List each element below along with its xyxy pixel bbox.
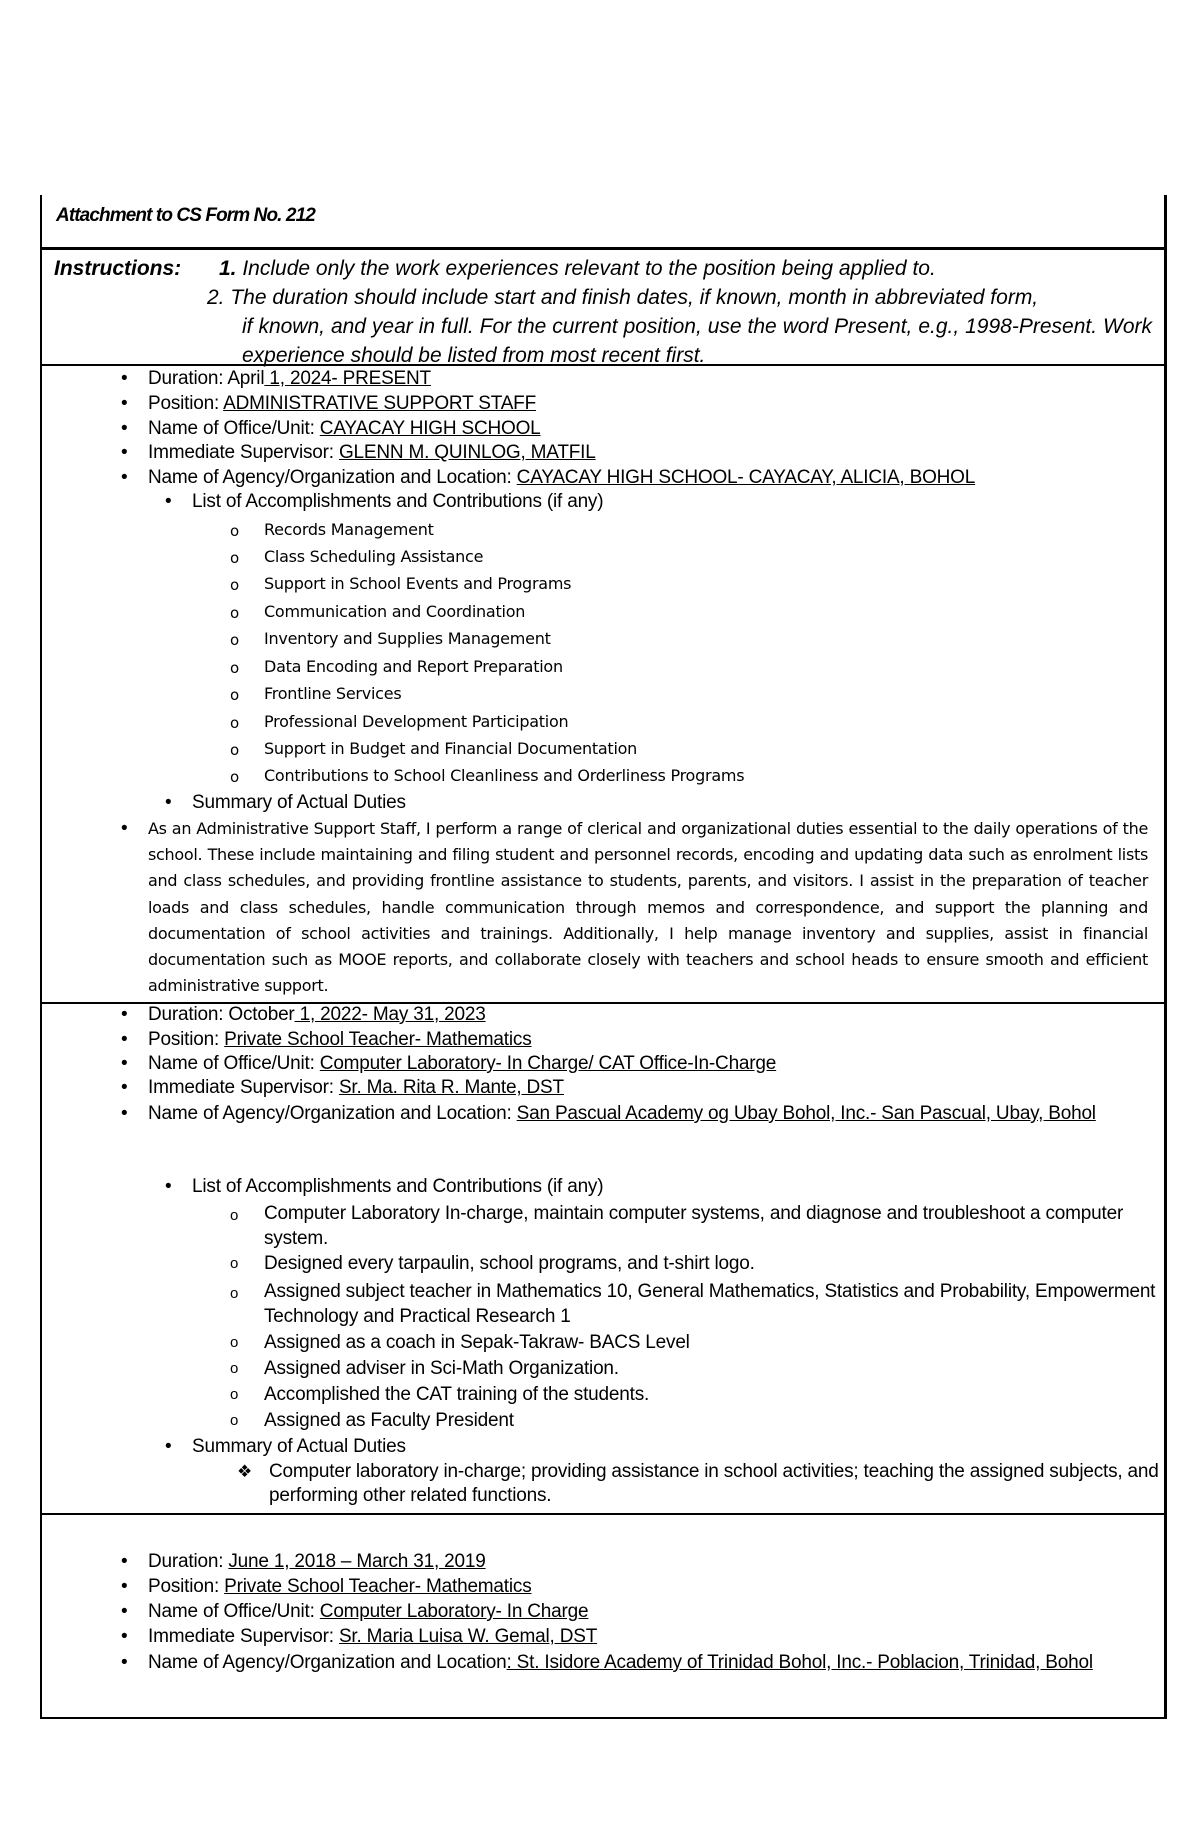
duration-value: 1, 2022- May 31, 2023 xyxy=(294,1004,486,1025)
list-item: o Assigned adviser in Sci-Math Organization. xyxy=(264,1358,619,1380)
list-item: o Designed every tarpaulin, school programs, and t-shirt logo. xyxy=(264,1253,755,1275)
list-item: o Records Management xyxy=(264,520,434,539)
cs-form-212-attachment xyxy=(40,195,1167,1719)
supervisor-value: Sr. Ma. Rita R. Mante, DST xyxy=(338,1077,564,1098)
instruction-2-rest: if known, and year in full. For the current position, use the word Present, e.g., 1998-Present. Work experience should be listed from most recent first. xyxy=(242,315,1152,367)
duration-field xyxy=(148,1551,486,1573)
duration-field xyxy=(148,1004,486,1026)
supervisor-value: Sr. Maria Luisa W. Gemal, DST xyxy=(338,1626,598,1647)
supervisor-value: GLENN M. QUINLOG, MATFIL xyxy=(338,442,596,463)
office-field xyxy=(148,1053,776,1075)
list-item: o Accomplished the CAT training of the students. xyxy=(264,1384,649,1406)
position-value: Private School Teacher- Mathematics xyxy=(224,1029,532,1050)
instructions-block xyxy=(42,250,1164,366)
office-field xyxy=(148,1601,588,1623)
list-item: o Support in School Events and Programs xyxy=(264,574,571,593)
office-value: CAYACAY HIGH SCHOOL xyxy=(319,418,541,439)
supervisor-label: Immediate Supervisor: xyxy=(148,442,339,463)
position-label: Position: xyxy=(148,1576,225,1597)
attachment-header xyxy=(42,195,1164,250)
office-label: Name of Office/Unit: xyxy=(148,1053,320,1074)
list-item: o Assigned as a coach in Sepak-Takraw- BACS Level xyxy=(264,1332,690,1354)
duration-field xyxy=(148,368,431,390)
supervisor-field xyxy=(148,442,596,464)
list-item: o Assigned as Faculty President xyxy=(264,1410,514,1432)
duration-value: June 1, 2018 – March 31, 2019 xyxy=(228,1551,486,1572)
office-label: Name of Office/Unit: xyxy=(148,418,320,439)
instruction-1-number: 1. xyxy=(219,257,237,280)
list-item: o Inventory and Supplies Management xyxy=(264,629,551,648)
agency-value: : St. Isidore Academy of Trinidad Bohol, Inc.- Poblacion, Trinidad, Bohol xyxy=(506,1652,1093,1673)
position-label: Position: xyxy=(148,393,224,414)
accomplishments-heading: • List of Accomplishments and Contributions (if any) xyxy=(192,491,603,513)
position-value: Private School Teacher- Mathematics xyxy=(224,1576,532,1597)
duration-label: Duration: xyxy=(148,1551,229,1572)
position-label: Position: xyxy=(148,1029,225,1050)
summary-text: ❖ Computer laboratory in-charge; providing assistance in school activities; teaching the assigned subjects, and performing other related functions. xyxy=(269,1460,1169,1508)
list-item: o Data Encoding and Report Preparation xyxy=(264,657,563,676)
supervisor-field xyxy=(148,1077,564,1099)
agency-field xyxy=(148,1650,1148,1675)
agency-value: CAYACAY HIGH SCHOOL- CAYACAY, ALICIA, BOHOL xyxy=(516,467,976,488)
agency-field xyxy=(148,1101,1148,1126)
instruction-item-1 xyxy=(219,254,936,283)
office-value: Computer Laboratory- In Charge/ CAT Office-In-Charge xyxy=(319,1053,777,1074)
list-item: o Frontline Services xyxy=(264,684,401,703)
position-field xyxy=(148,1576,532,1598)
agency-label: Name of Agency/Organization and Location: xyxy=(148,467,517,488)
supervisor-label: Immediate Supervisor: xyxy=(148,1077,339,1098)
instructions-label: Instructions: xyxy=(54,257,182,280)
work-experience-entry xyxy=(42,366,1164,1004)
list-item: o Support in Budget and Financial Documentation xyxy=(264,739,637,758)
agency-label: Name of Agency/Organization and Location xyxy=(148,1652,507,1673)
list-item: o Professional Development Participation xyxy=(264,712,568,731)
office-label: Name of Office/Unit: xyxy=(148,1601,320,1622)
agency-value: San Pascual Academy og Ubay Bohol, Inc.- San Pascual, Ubay, Bohol xyxy=(516,1103,1096,1124)
list-item: o Computer Laboratory In-charge, maintain computer systems, and diagnose and troubleshoot a computer system. xyxy=(264,1201,1164,1251)
supervisor-field xyxy=(148,1626,597,1648)
position-field xyxy=(148,1029,532,1051)
supervisor-label: Immediate Supervisor: xyxy=(148,1626,339,1647)
instruction-item-2 xyxy=(207,283,1152,370)
instruction-2-line1: 2. The duration should include start and finish dates, if known, month in abbreviated form, xyxy=(207,286,1039,309)
summary-heading: • Summary of Actual Duties xyxy=(192,1436,406,1458)
duration-label: Duration: April xyxy=(148,368,265,389)
agency-label: Name of Agency/Organization and Location: xyxy=(148,1103,517,1124)
summary-heading: • Summary of Actual Duties xyxy=(192,792,406,814)
accomplishments-heading: • List of Accomplishments and Contributions (if any) xyxy=(192,1176,603,1198)
instruction-1-text: Include only the work experiences relevant to the position being applied to. xyxy=(236,257,936,280)
duration-label: Duration: October xyxy=(148,1004,295,1025)
attachment-title: Attachment to CS Form No. 212 xyxy=(56,205,315,226)
work-experience-entry xyxy=(42,1004,1164,1515)
duration-value: 1, 2024- PRESENT xyxy=(264,368,431,389)
list-item: o Assigned subject teacher in Mathematics 10, General Mathematics, Statistics and Probability, Empowerment Technology and Practical Research 1 xyxy=(264,1279,1164,1329)
list-item: o Contributions to School Cleanliness and Orderliness Programs xyxy=(264,766,744,785)
position-field xyxy=(148,393,536,415)
list-item: o Class Scheduling Assistance xyxy=(264,547,483,566)
office-value: Computer Laboratory- In Charge xyxy=(319,1601,589,1622)
office-field xyxy=(148,418,541,440)
summary-paragraph: • As an Administrative Support Staff, I perform a range of clerical and organizational duties essential to the daily operations of the school. These include maintaining and filing student and personnel records, encoding and updating data such as enrolment lists and class schedules, and providing frontline assistance to students, parents, and visitors. I assist in the preparation of teacher loads and class schedules, handle communication through memos and correspondence, and support the planning and documentation of school activities and trainings. Additionally, I help manage inventory and supplies, assist in financial documentation such as MOOE reports, and collaborate closely with teachers and school heads to ensure smooth and efficient administrative support. xyxy=(148,816,1148,999)
agency-field xyxy=(148,467,975,489)
list-item: o Communication and Coordination xyxy=(264,602,525,621)
work-experience-entry xyxy=(42,1515,1164,1717)
position-value: ADMINISTRATIVE SUPPORT STAFF xyxy=(223,393,536,414)
